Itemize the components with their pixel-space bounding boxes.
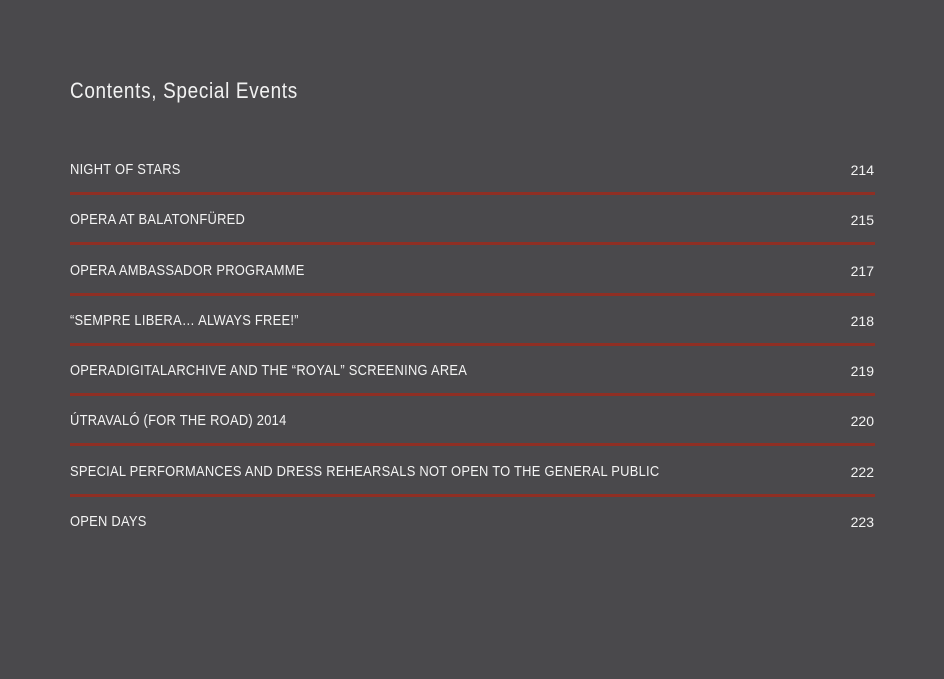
toc-entry-title[interactable]: OPEN DAYS — [70, 513, 147, 531]
page-title: Contents, Special Events — [70, 78, 298, 103]
toc-entry-page-number[interactable]: 220 — [850, 413, 874, 430]
toc-entry-page-number[interactable]: 222 — [850, 463, 874, 480]
toc-entry-title[interactable]: SPECIAL PERFORMANCES AND DRESS REHEARSALS NOT OPEN TO THE GENERAL PUBLIC — [70, 462, 660, 480]
toc-entry[interactable] — [70, 454, 875, 504]
toc-entry[interactable] — [70, 403, 875, 453]
divider — [70, 293, 875, 296]
divider — [70, 343, 875, 346]
toc-entry[interactable] — [70, 202, 875, 252]
divider — [70, 443, 875, 446]
divider — [70, 192, 875, 195]
table-of-contents — [70, 152, 875, 554]
toc-entry-page-number[interactable]: 219 — [850, 363, 874, 380]
toc-entry-page-number[interactable]: 223 — [850, 514, 874, 531]
toc-entry-title[interactable]: OPERA AT BALATONFÜRED — [70, 211, 246, 229]
divider — [70, 393, 875, 396]
toc-entry-title[interactable]: NIGHT OF STARS — [70, 161, 181, 178]
toc-entry-title[interactable]: ÚTRAVALÓ (FOR THE ROAD) 2014 — [70, 412, 287, 430]
toc-entry[interactable] — [70, 253, 875, 303]
toc-entry-title[interactable]: OPERA AMBASSADOR PROGRAMME — [70, 261, 305, 279]
toc-entry[interactable] — [70, 504, 875, 554]
toc-entry[interactable] — [70, 303, 875, 353]
divider — [70, 242, 875, 245]
toc-entry-page-number[interactable]: 217 — [850, 262, 874, 279]
divider — [70, 494, 875, 497]
toc-entry-page-number[interactable]: 214 — [850, 162, 874, 178]
toc-entry[interactable] — [70, 353, 875, 403]
toc-entry-title[interactable]: “SEMPRE LIBERA… ALWAYS FREE!” — [70, 311, 299, 329]
toc-entry[interactable] — [70, 152, 875, 202]
toc-entry-page-number[interactable]: 215 — [850, 212, 874, 229]
toc-entry-page-number[interactable]: 218 — [850, 312, 874, 329]
toc-entry-title[interactable]: OPERADIGITALARCHIVE AND THE “ROYAL” SCREENING AREA — [70, 362, 468, 380]
